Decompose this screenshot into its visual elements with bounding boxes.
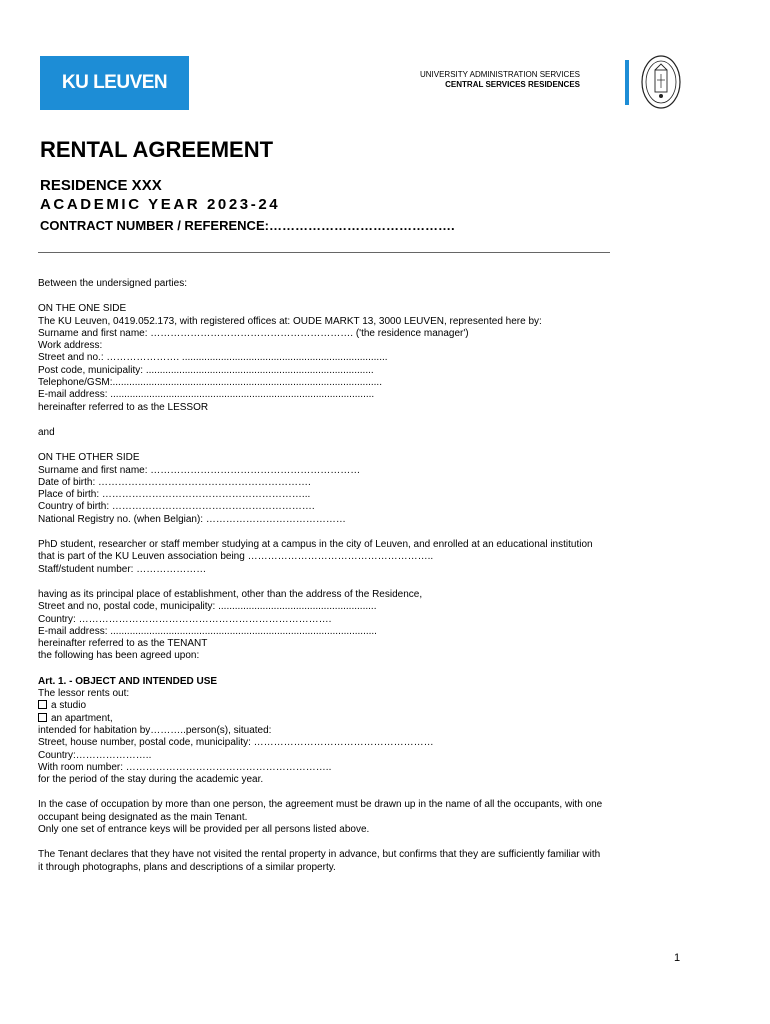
logo-text: KU LEUVEN — [61, 72, 168, 93]
lessor-phone-field: Telephone/GSM:................................................................................................. — [38, 377, 382, 389]
document-title: RENTAL AGREEMENT — [40, 137, 274, 162]
lessor-name-field: Surname and first name: ……………………………………………………. ('the residence manager') — [38, 327, 469, 339]
academic-year: ACADEMIC YEAR 2023-24 — [40, 196, 281, 213]
tenant-registry-field: National Registry no. (when Belgian): …………………………………… — [38, 513, 346, 525]
visit-declaration-1: The Tenant declares that they have not visited the rental property in advance, but confirms that they are sufficiently familiar with — [38, 849, 601, 861]
separator-rule — [38, 252, 610, 253]
tenant-street-field: Street and no, postal code, municipality: ......................................................... — [38, 601, 377, 613]
apartment-checkbox[interactable] — [38, 713, 47, 722]
keys-line: Only one set of entrance keys will be provided per all persons listed above. — [38, 823, 370, 835]
lessor-postcode-field: Post code, municipality: .................................................................................. — [38, 364, 374, 376]
article-1-heading: Art. 1. - OBJECT AND INTENDED USE — [38, 675, 218, 687]
header-divider — [625, 60, 629, 105]
studio-checkbox[interactable] — [38, 700, 47, 709]
tenant-pob-field: Place of birth: ……………………………………………………... — [38, 489, 311, 501]
contract-reference: CONTRACT NUMBER / REFERENCE:……………………………………. — [40, 218, 455, 233]
establishment-line: having as its principal place of establishment, other than the address of the Residence, — [38, 588, 423, 600]
room-number-field: With room number: …………………………………………………….. — [38, 761, 332, 773]
lessor-street-field: Street and no.: …………………. .......................................................................... — [38, 352, 388, 364]
tenant-country-field: Country of birth: ……………………………………………………. — [38, 501, 315, 513]
agreed-line: the following has been agreed upon: — [38, 650, 200, 662]
period-line: for the period of the stay during the academic year. — [38, 774, 264, 786]
tenant-email-field: E-mail address: ................................................................................................ — [38, 625, 377, 637]
option-studio[interactable] — [38, 700, 688, 712]
tenant-dob-field: Date of birth: ………………………………………………………. — [38, 476, 311, 488]
occupation-line-1: In the case of occupation by more than one person, the agreement must be drawn up in the name of all the occupants, with one — [38, 799, 603, 811]
property-address-field: Street, house number, postal code, municipality: ……………………………………………… — [38, 737, 434, 749]
rents-out-line: The lessor rents out: — [38, 688, 130, 700]
page-number: 1 — [674, 952, 681, 964]
tenant-status-line: PhD student, researcher or staff member studying at a campus in the city of Leuven, and enrolled at an educational institution — [38, 539, 593, 551]
central-services-line: CENTRAL SERVICES RESIDENCES — [445, 80, 580, 89]
ku-leuven-logo — [40, 56, 189, 110]
habitation-line: intended for habitation by………..person(s), situated: — [38, 724, 272, 736]
agreement-body — [38, 278, 688, 874]
studio-label: a studio — [51, 700, 87, 712]
work-address-label: Work address: — [38, 340, 103, 352]
visit-declaration-2: it through photographs, plans and descriptions of a similar property. — [38, 861, 336, 873]
and-line: and — [38, 426, 55, 438]
tenant-reference: hereinafter referred to as the TENANT — [38, 638, 208, 650]
occupation-line-2: occupant being designated as the main Tenant. — [38, 811, 248, 823]
lessor-reference: hereinafter referred to as the LESSOR — [38, 401, 209, 413]
tenant-number-field: Staff/student number: ………………… — [38, 563, 207, 575]
intro-line: Between the undersigned parties: — [38, 278, 187, 289]
tenant-residence-country-field: Country: …………………………………………………………………. — [38, 613, 332, 625]
other-side-heading: ON THE OTHER SIDE — [38, 452, 140, 464]
apartment-label: an apartment, — [51, 712, 113, 724]
option-apartment[interactable] — [38, 713, 688, 725]
property-country-field: Country:………………….. — [38, 749, 152, 761]
lessor-description: The KU Leuven, 0419.052.173, with registered offices at: OUDE MARKT 13, 3000 LEUVEN, represented here by: — [38, 315, 542, 327]
university-seal-icon — [640, 54, 682, 110]
one-side-heading: ON THE ONE SIDE — [38, 303, 127, 315]
tenant-institution-field: that is part of the KU Leuven association being ……………………………………………….. — [38, 551, 434, 563]
admin-services-line: UNIVERSITY ADMINISTRATION SERVICES — [419, 70, 580, 79]
lessor-email-field: E-mail address: ............................................................................................... — [38, 389, 375, 401]
residence-name: RESIDENCE XXX — [40, 177, 162, 194]
tenant-name-field: Surname and first name: ……………………………………………………… — [38, 464, 361, 476]
